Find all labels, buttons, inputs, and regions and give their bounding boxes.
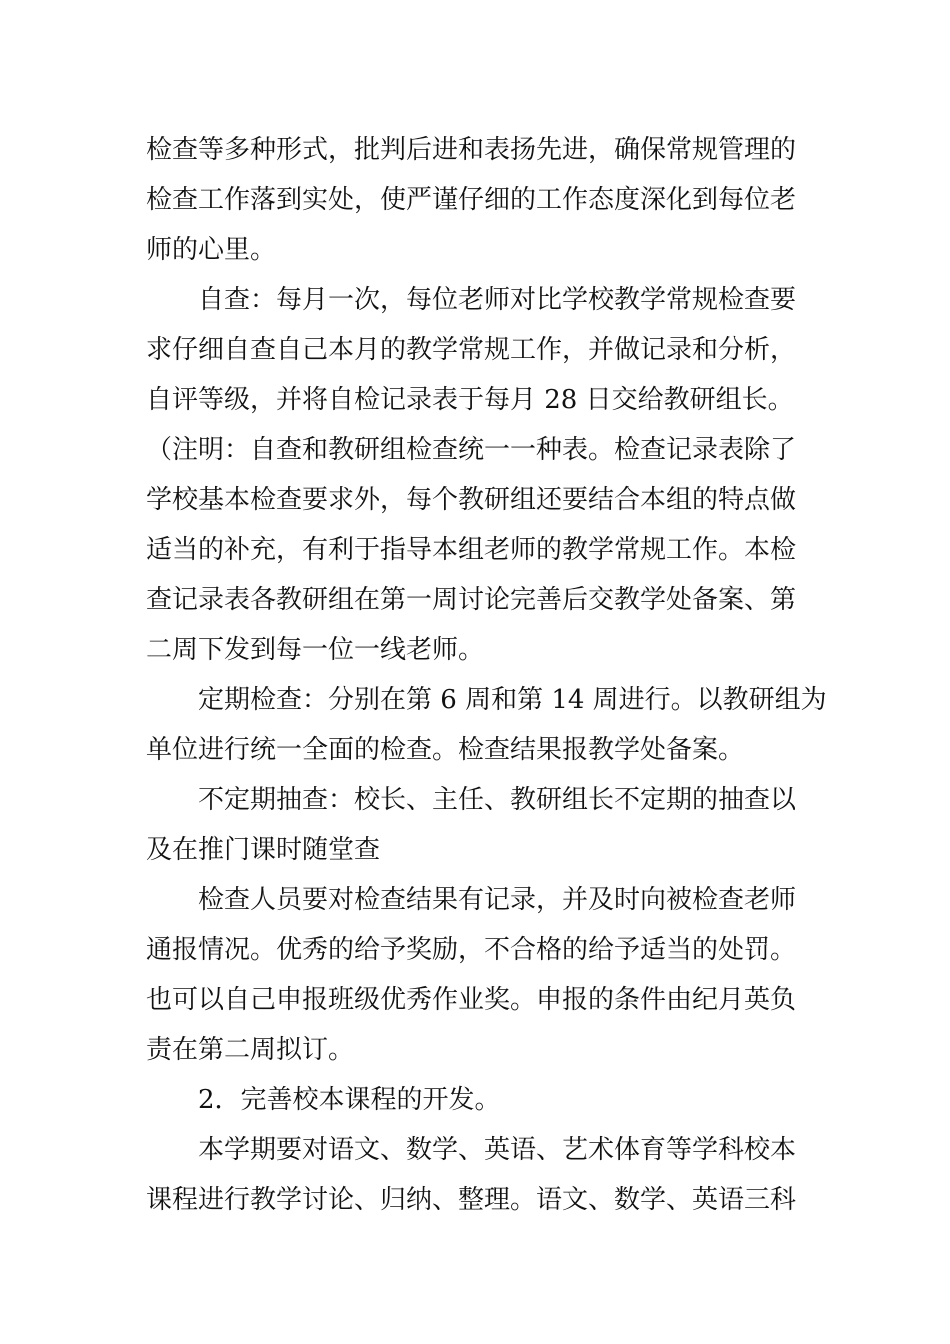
text-line: 求仔细自查自己本月的教学常规工作，并做记录和分析， bbox=[146, 335, 797, 365]
text-line: 二周下发到每一位一线老师。 bbox=[146, 635, 485, 665]
section-heading: 2．完善校本课程的开发。 bbox=[198, 1085, 501, 1115]
paragraph-start-line: 不定期抽查：校长、主任、教研组长不定期的抽查以 bbox=[198, 785, 797, 815]
text-line: 及在推门课时随堂查 bbox=[146, 835, 381, 865]
text-line: 检查等多种形式，批判后进和表扬先进，确保常规管理的 bbox=[146, 135, 797, 165]
paragraph-start-line: 本学期要对语文、数学、英语、艺术体育等学科校本 bbox=[198, 1135, 797, 1165]
text-line: 查记录表各教研组在第一周讨论完善后交教学处备案、第 bbox=[146, 585, 797, 615]
text-line: 学校基本检查要求外，每个教研组还要结合本组的特点做 bbox=[146, 485, 797, 515]
text-line: 单位进行统一全面的检查。检查结果报教学处备案。 bbox=[146, 735, 745, 765]
text-line: 检查工作落到实处，使严谨仔细的工作态度深化到每位老 bbox=[146, 185, 797, 215]
text-line: 自评等级，并将自检记录表于每月 28 日交给教研组长。 bbox=[146, 385, 794, 415]
paragraph-start-line: 自查：每月一次，每位老师对比学校教学常规检查要 bbox=[198, 285, 797, 315]
paragraph-start-line: 检查人员要对检查结果有记录，并及时向被检查老师 bbox=[198, 885, 797, 915]
text-line: 也可以自己申报班级优秀作业奖。申报的条件由纪月英负 bbox=[146, 985, 797, 1015]
text-line: 责在第二周拟订。 bbox=[146, 1035, 355, 1065]
text-line: 师的心里。 bbox=[146, 235, 277, 265]
paragraph-start-line: 定期检查：分别在第 6 周和第 14 周进行。以教研组为 bbox=[198, 685, 827, 715]
text-line: 课程进行教学讨论、归纳、整理。语文、数学、英语三科 bbox=[146, 1185, 797, 1215]
text-line: 适当的补充，有利于指导本组老师的教学常规工作。本检 bbox=[146, 535, 797, 565]
text-line: 通报情况。优秀的给予奖励，不合格的给予适当的处罚。 bbox=[146, 935, 797, 965]
text-line: （注明：自查和教研组检查统一一种表。检查记录表除了 bbox=[146, 435, 797, 465]
